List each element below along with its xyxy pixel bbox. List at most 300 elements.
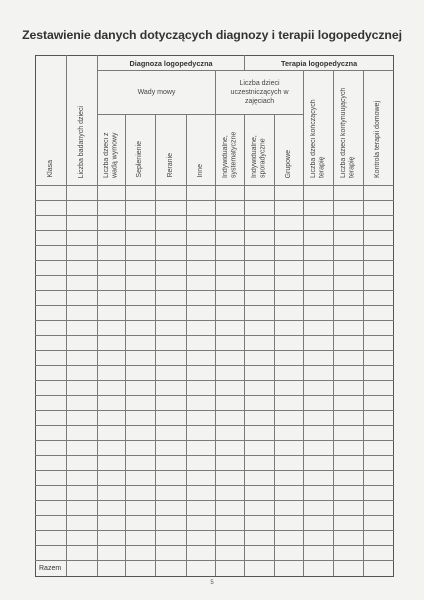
table-cell[interactable]	[304, 546, 334, 561]
table-cell[interactable]	[304, 186, 334, 201]
table-cell[interactable]	[126, 456, 156, 471]
table-cell[interactable]	[67, 291, 98, 306]
table-cell[interactable]	[98, 366, 126, 381]
table-cell[interactable]	[216, 396, 245, 411]
table-cell[interactable]	[187, 366, 216, 381]
table-cell[interactable]	[36, 381, 67, 396]
table-cell[interactable]	[36, 216, 67, 231]
table-cell[interactable]	[156, 291, 187, 306]
table-cell[interactable]	[36, 306, 67, 321]
table-cell[interactable]	[187, 321, 216, 336]
table-cell[interactable]	[364, 501, 394, 516]
table-cell[interactable]	[187, 456, 216, 471]
table-cell[interactable]	[156, 336, 187, 351]
table-cell[interactable]	[36, 246, 67, 261]
table-cell[interactable]	[334, 291, 364, 306]
table-cell[interactable]	[187, 486, 216, 501]
table-cell[interactable]	[304, 516, 334, 531]
table-cell[interactable]	[334, 396, 364, 411]
table-cell[interactable]	[304, 531, 334, 546]
table-cell[interactable]	[364, 336, 394, 351]
table-cell[interactable]	[245, 186, 275, 201]
table-cell[interactable]	[304, 216, 334, 231]
table-cell[interactable]	[67, 336, 98, 351]
table-cell[interactable]	[187, 201, 216, 216]
table-cell[interactable]	[67, 231, 98, 246]
table-cell[interactable]	[126, 216, 156, 231]
summary-cell[interactable]	[98, 561, 126, 577]
table-cell[interactable]	[36, 351, 67, 366]
table-cell[interactable]	[98, 381, 126, 396]
table-cell[interactable]	[364, 261, 394, 276]
table-cell[interactable]	[275, 486, 304, 501]
table-cell[interactable]	[216, 426, 245, 441]
table-cell[interactable]	[67, 411, 98, 426]
table-cell[interactable]	[98, 351, 126, 366]
table-cell[interactable]	[275, 471, 304, 486]
summary-cell[interactable]	[245, 561, 275, 577]
table-cell[interactable]	[334, 531, 364, 546]
table-cell[interactable]	[245, 366, 275, 381]
table-cell[interactable]	[216, 366, 245, 381]
table-cell[interactable]	[304, 201, 334, 216]
table-cell[interactable]	[98, 336, 126, 351]
table-cell[interactable]	[126, 486, 156, 501]
table-cell[interactable]	[187, 231, 216, 246]
table-cell[interactable]	[304, 321, 334, 336]
summary-cell[interactable]	[216, 561, 245, 577]
table-cell[interactable]	[364, 516, 394, 531]
table-cell[interactable]	[67, 351, 98, 366]
summary-cell[interactable]	[126, 561, 156, 577]
table-cell[interactable]	[126, 231, 156, 246]
table-cell[interactable]	[36, 426, 67, 441]
table-cell[interactable]	[187, 351, 216, 366]
table-cell[interactable]	[364, 291, 394, 306]
table-cell[interactable]	[304, 426, 334, 441]
table-cell[interactable]	[334, 321, 364, 336]
table-cell[interactable]	[334, 456, 364, 471]
table-cell[interactable]	[304, 276, 334, 291]
table-cell[interactable]	[98, 426, 126, 441]
table-cell[interactable]	[245, 216, 275, 231]
table-cell[interactable]	[36, 411, 67, 426]
table-cell[interactable]	[187, 291, 216, 306]
table-cell[interactable]	[334, 276, 364, 291]
table-cell[interactable]	[187, 441, 216, 456]
table-cell[interactable]	[156, 456, 187, 471]
table-cell[interactable]	[245, 396, 275, 411]
table-cell[interactable]	[275, 426, 304, 441]
table-cell[interactable]	[216, 501, 245, 516]
table-cell[interactable]	[126, 291, 156, 306]
table-cell[interactable]	[304, 396, 334, 411]
table-cell[interactable]	[216, 246, 245, 261]
table-cell[interactable]	[334, 336, 364, 351]
table-cell[interactable]	[67, 216, 98, 231]
table-cell[interactable]	[364, 351, 394, 366]
table-cell[interactable]	[304, 336, 334, 351]
table-cell[interactable]	[275, 456, 304, 471]
table-cell[interactable]	[245, 501, 275, 516]
table-cell[interactable]	[67, 276, 98, 291]
table-cell[interactable]	[364, 441, 394, 456]
table-cell[interactable]	[67, 441, 98, 456]
table-cell[interactable]	[126, 351, 156, 366]
table-cell[interactable]	[36, 516, 67, 531]
table-cell[interactable]	[216, 261, 245, 276]
table-cell[interactable]	[304, 306, 334, 321]
table-cell[interactable]	[36, 441, 67, 456]
table-cell[interactable]	[245, 261, 275, 276]
table-cell[interactable]	[245, 231, 275, 246]
table-cell[interactable]	[126, 441, 156, 456]
table-cell[interactable]	[245, 336, 275, 351]
table-cell[interactable]	[275, 276, 304, 291]
table-cell[interactable]	[275, 381, 304, 396]
table-cell[interactable]	[216, 201, 245, 216]
table-cell[interactable]	[216, 531, 245, 546]
table-cell[interactable]	[364, 366, 394, 381]
table-cell[interactable]	[156, 216, 187, 231]
table-cell[interactable]	[275, 546, 304, 561]
table-cell[interactable]	[245, 486, 275, 501]
table-cell[interactable]	[334, 246, 364, 261]
table-cell[interactable]	[36, 276, 67, 291]
table-cell[interactable]	[187, 276, 216, 291]
table-cell[interactable]	[334, 411, 364, 426]
table-cell[interactable]	[275, 231, 304, 246]
table-cell[interactable]	[98, 486, 126, 501]
table-cell[interactable]	[156, 501, 187, 516]
table-cell[interactable]	[156, 261, 187, 276]
table-cell[interactable]	[126, 381, 156, 396]
table-cell[interactable]	[126, 366, 156, 381]
table-cell[interactable]	[334, 366, 364, 381]
table-cell[interactable]	[126, 546, 156, 561]
table-cell[interactable]	[126, 276, 156, 291]
table-cell[interactable]	[156, 516, 187, 531]
table-cell[interactable]	[304, 381, 334, 396]
table-cell[interactable]	[275, 366, 304, 381]
table-cell[interactable]	[364, 246, 394, 261]
table-cell[interactable]	[36, 486, 67, 501]
table-cell[interactable]	[36, 471, 67, 486]
table-cell[interactable]	[216, 216, 245, 231]
table-cell[interactable]	[98, 201, 126, 216]
table-cell[interactable]	[304, 441, 334, 456]
table-cell[interactable]	[364, 186, 394, 201]
table-cell[interactable]	[304, 231, 334, 246]
table-cell[interactable]	[275, 321, 304, 336]
table-cell[interactable]	[304, 291, 334, 306]
table-cell[interactable]	[334, 306, 364, 321]
table-cell[interactable]	[67, 546, 98, 561]
table-cell[interactable]	[364, 426, 394, 441]
table-cell[interactable]	[156, 411, 187, 426]
table-cell[interactable]	[156, 186, 187, 201]
summary-cell[interactable]	[304, 561, 334, 577]
table-cell[interactable]	[216, 471, 245, 486]
table-cell[interactable]	[304, 486, 334, 501]
table-cell[interactable]	[36, 531, 67, 546]
table-cell[interactable]	[156, 546, 187, 561]
table-cell[interactable]	[156, 366, 187, 381]
table-cell[interactable]	[364, 546, 394, 561]
table-cell[interactable]	[275, 306, 304, 321]
table-cell[interactable]	[98, 531, 126, 546]
table-cell[interactable]	[98, 306, 126, 321]
table-cell[interactable]	[98, 231, 126, 246]
table-cell[interactable]	[334, 426, 364, 441]
table-cell[interactable]	[36, 186, 67, 201]
table-cell[interactable]	[275, 441, 304, 456]
table-cell[interactable]	[275, 531, 304, 546]
table-cell[interactable]	[67, 306, 98, 321]
table-cell[interactable]	[364, 276, 394, 291]
table-cell[interactable]	[98, 216, 126, 231]
table-cell[interactable]	[245, 411, 275, 426]
table-cell[interactable]	[216, 441, 245, 456]
table-cell[interactable]	[36, 261, 67, 276]
table-cell[interactable]	[216, 336, 245, 351]
table-cell[interactable]	[187, 516, 216, 531]
table-cell[interactable]	[36, 336, 67, 351]
table-cell[interactable]	[67, 531, 98, 546]
table-cell[interactable]	[98, 291, 126, 306]
table-cell[interactable]	[187, 531, 216, 546]
table-cell[interactable]	[98, 396, 126, 411]
table-cell[interactable]	[364, 216, 394, 231]
table-cell[interactable]	[36, 321, 67, 336]
table-cell[interactable]	[334, 486, 364, 501]
table-cell[interactable]	[126, 471, 156, 486]
table-cell[interactable]	[98, 456, 126, 471]
table-cell[interactable]	[126, 261, 156, 276]
table-cell[interactable]	[126, 306, 156, 321]
table-cell[interactable]	[67, 516, 98, 531]
table-cell[interactable]	[36, 396, 67, 411]
table-cell[interactable]	[67, 201, 98, 216]
table-cell[interactable]	[334, 471, 364, 486]
table-cell[interactable]	[304, 246, 334, 261]
table-cell[interactable]	[126, 516, 156, 531]
table-cell[interactable]	[126, 201, 156, 216]
table-cell[interactable]	[245, 291, 275, 306]
table-cell[interactable]	[245, 516, 275, 531]
table-cell[interactable]	[216, 231, 245, 246]
table-cell[interactable]	[67, 381, 98, 396]
table-cell[interactable]	[98, 516, 126, 531]
table-cell[interactable]	[364, 396, 394, 411]
table-cell[interactable]	[187, 216, 216, 231]
table-cell[interactable]	[156, 381, 187, 396]
table-cell[interactable]	[275, 216, 304, 231]
table-cell[interactable]	[67, 246, 98, 261]
table-cell[interactable]	[126, 186, 156, 201]
table-cell[interactable]	[364, 411, 394, 426]
table-cell[interactable]	[36, 546, 67, 561]
table-cell[interactable]	[216, 516, 245, 531]
table-cell[interactable]	[334, 186, 364, 201]
table-cell[interactable]	[275, 291, 304, 306]
table-cell[interactable]	[216, 321, 245, 336]
table-cell[interactable]	[245, 201, 275, 216]
summary-cell[interactable]	[364, 561, 394, 577]
table-cell[interactable]	[334, 381, 364, 396]
table-cell[interactable]	[187, 246, 216, 261]
table-cell[interactable]	[304, 471, 334, 486]
table-cell[interactable]	[126, 426, 156, 441]
table-cell[interactable]	[156, 441, 187, 456]
table-cell[interactable]	[304, 351, 334, 366]
table-cell[interactable]	[187, 396, 216, 411]
table-cell[interactable]	[67, 396, 98, 411]
table-cell[interactable]	[216, 186, 245, 201]
table-cell[interactable]	[334, 201, 364, 216]
table-cell[interactable]	[275, 411, 304, 426]
table-cell[interactable]	[275, 261, 304, 276]
table-cell[interactable]	[304, 501, 334, 516]
table-cell[interactable]	[216, 546, 245, 561]
table-cell[interactable]	[334, 516, 364, 531]
table-cell[interactable]	[275, 201, 304, 216]
table-cell[interactable]	[364, 201, 394, 216]
table-cell[interactable]	[156, 396, 187, 411]
table-cell[interactable]	[304, 261, 334, 276]
table-cell[interactable]	[304, 366, 334, 381]
table-cell[interactable]	[245, 441, 275, 456]
table-cell[interactable]	[364, 471, 394, 486]
table-cell[interactable]	[245, 456, 275, 471]
summary-cell[interactable]	[275, 561, 304, 577]
table-cell[interactable]	[216, 411, 245, 426]
table-cell[interactable]	[245, 306, 275, 321]
table-cell[interactable]	[216, 486, 245, 501]
table-cell[interactable]	[334, 501, 364, 516]
table-cell[interactable]	[98, 186, 126, 201]
table-cell[interactable]	[187, 411, 216, 426]
table-cell[interactable]	[334, 231, 364, 246]
table-cell[interactable]	[216, 456, 245, 471]
table-cell[interactable]	[364, 456, 394, 471]
table-cell[interactable]	[216, 291, 245, 306]
table-cell[interactable]	[126, 396, 156, 411]
table-cell[interactable]	[156, 201, 187, 216]
table-cell[interactable]	[275, 516, 304, 531]
table-cell[interactable]	[245, 471, 275, 486]
table-cell[interactable]	[126, 336, 156, 351]
table-cell[interactable]	[216, 351, 245, 366]
table-cell[interactable]	[364, 321, 394, 336]
table-cell[interactable]	[187, 546, 216, 561]
table-cell[interactable]	[275, 501, 304, 516]
table-cell[interactable]	[98, 276, 126, 291]
table-cell[interactable]	[156, 276, 187, 291]
table-cell[interactable]	[245, 546, 275, 561]
table-cell[interactable]	[245, 381, 275, 396]
table-cell[interactable]	[156, 306, 187, 321]
table-cell[interactable]	[98, 321, 126, 336]
table-cell[interactable]	[156, 246, 187, 261]
table-cell[interactable]	[67, 366, 98, 381]
table-cell[interactable]	[36, 231, 67, 246]
table-cell[interactable]	[364, 231, 394, 246]
table-cell[interactable]	[216, 381, 245, 396]
table-cell[interactable]	[67, 186, 98, 201]
table-cell[interactable]	[245, 276, 275, 291]
table-cell[interactable]	[245, 321, 275, 336]
table-cell[interactable]	[156, 486, 187, 501]
table-cell[interactable]	[187, 501, 216, 516]
table-cell[interactable]	[187, 261, 216, 276]
table-cell[interactable]	[67, 456, 98, 471]
table-cell[interactable]	[98, 441, 126, 456]
table-cell[interactable]	[98, 261, 126, 276]
table-cell[interactable]	[245, 426, 275, 441]
table-cell[interactable]	[364, 531, 394, 546]
table-cell[interactable]	[216, 276, 245, 291]
table-cell[interactable]	[156, 321, 187, 336]
table-cell[interactable]	[275, 396, 304, 411]
table-cell[interactable]	[334, 546, 364, 561]
table-cell[interactable]	[187, 186, 216, 201]
table-cell[interactable]	[304, 411, 334, 426]
table-cell[interactable]	[67, 486, 98, 501]
table-cell[interactable]	[187, 381, 216, 396]
table-cell[interactable]	[156, 231, 187, 246]
table-cell[interactable]	[275, 351, 304, 366]
table-cell[interactable]	[98, 471, 126, 486]
table-cell[interactable]	[98, 246, 126, 261]
table-cell[interactable]	[275, 246, 304, 261]
table-cell[interactable]	[67, 261, 98, 276]
table-cell[interactable]	[245, 351, 275, 366]
table-cell[interactable]	[364, 306, 394, 321]
table-cell[interactable]	[156, 351, 187, 366]
table-cell[interactable]	[334, 261, 364, 276]
table-cell[interactable]	[67, 321, 98, 336]
table-cell[interactable]	[334, 351, 364, 366]
table-cell[interactable]	[36, 201, 67, 216]
table-cell[interactable]	[98, 546, 126, 561]
table-cell[interactable]	[275, 336, 304, 351]
table-cell[interactable]	[98, 501, 126, 516]
table-cell[interactable]	[36, 291, 67, 306]
table-cell[interactable]	[126, 246, 156, 261]
table-cell[interactable]	[216, 306, 245, 321]
table-cell[interactable]	[245, 531, 275, 546]
table-cell[interactable]	[156, 426, 187, 441]
table-cell[interactable]	[126, 501, 156, 516]
table-cell[interactable]	[364, 486, 394, 501]
summary-cell[interactable]	[156, 561, 187, 577]
table-cell[interactable]	[187, 471, 216, 486]
table-cell[interactable]	[275, 186, 304, 201]
table-cell[interactable]	[67, 426, 98, 441]
table-cell[interactable]	[304, 456, 334, 471]
table-cell[interactable]	[126, 321, 156, 336]
table-cell[interactable]	[36, 501, 67, 516]
table-cell[interactable]	[187, 306, 216, 321]
table-cell[interactable]	[98, 411, 126, 426]
table-cell[interactable]	[187, 336, 216, 351]
table-cell[interactable]	[334, 216, 364, 231]
table-cell[interactable]	[187, 426, 216, 441]
table-cell[interactable]	[126, 531, 156, 546]
summary-cell[interactable]	[187, 561, 216, 577]
table-cell[interactable]	[126, 411, 156, 426]
